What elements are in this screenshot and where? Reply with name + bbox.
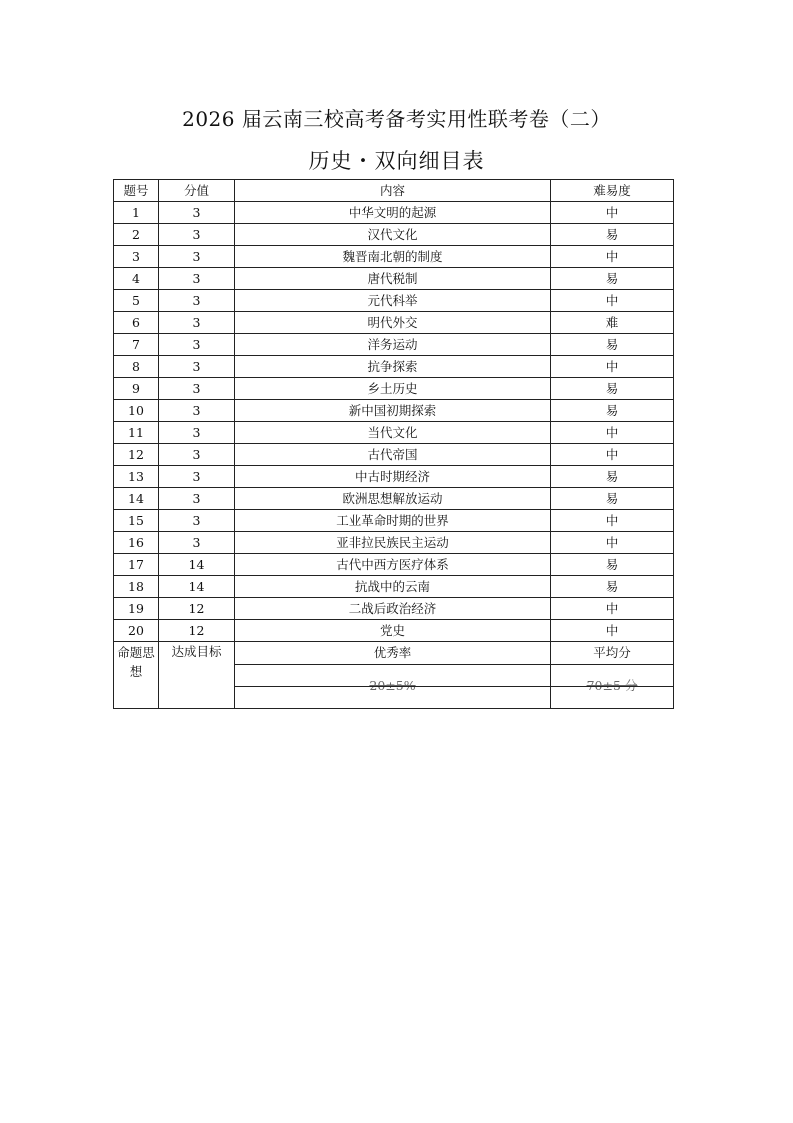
- table-row: [114, 576, 674, 598]
- row-number: 6: [114, 312, 159, 334]
- table-row: [114, 202, 674, 224]
- table-row: [114, 554, 674, 576]
- table-row: [114, 334, 674, 356]
- row-score: 3: [159, 378, 235, 400]
- row-number: 13: [114, 466, 159, 488]
- table-row: [114, 246, 674, 268]
- row-score: 3: [159, 224, 235, 246]
- row-number: 11: [114, 422, 159, 444]
- table-row: [114, 510, 674, 532]
- row-content: 新中国初期探索: [235, 400, 551, 422]
- table-row: [114, 400, 674, 422]
- table-row: [114, 466, 674, 488]
- row-score: 3: [159, 444, 235, 466]
- row-difficulty: 中: [551, 422, 674, 444]
- row-score: 14: [159, 576, 235, 598]
- footer-average-header: 平均分: [551, 642, 673, 665]
- row-number: 10: [114, 400, 159, 422]
- row-score: 3: [159, 466, 235, 488]
- row-content: 古代中西方医疗体系: [235, 554, 551, 576]
- row-content: 二战后政治经济: [235, 598, 551, 620]
- table-row: [114, 224, 674, 246]
- row-difficulty: 中: [551, 246, 674, 268]
- row-content: 中古时期经济: [235, 466, 551, 488]
- row-difficulty: 中: [551, 202, 674, 224]
- row-content: 亚非拉民族民主运动: [235, 532, 551, 554]
- row-content: 抗战中的云南: [235, 576, 551, 598]
- footer-divider: [235, 686, 550, 687]
- table-row: [114, 532, 674, 554]
- row-score: 12: [159, 598, 235, 620]
- document-subtitle: 历史・双向细目表: [308, 149, 485, 173]
- row-content: 明代外交: [235, 312, 551, 334]
- row-difficulty: 易: [551, 334, 674, 356]
- row-difficulty: 易: [551, 554, 674, 576]
- row-content: 党史: [235, 620, 551, 642]
- header-difficulty: 难易度: [551, 180, 674, 202]
- table-row: [114, 312, 674, 334]
- row-difficulty: 易: [551, 488, 674, 510]
- table-row: [114, 620, 674, 642]
- footer-average-cell: [551, 642, 674, 709]
- row-difficulty: 中: [551, 598, 674, 620]
- row-number: 15: [114, 510, 159, 532]
- table-row: [114, 444, 674, 466]
- row-number: 1: [114, 202, 159, 224]
- row-score: 3: [159, 356, 235, 378]
- row-content: 乡土历史: [235, 378, 551, 400]
- row-content: 当代文化: [235, 422, 551, 444]
- row-content: 洋务运动: [235, 334, 551, 356]
- table-footer-row: [114, 642, 674, 709]
- table-row: [114, 598, 674, 620]
- row-score: 3: [159, 422, 235, 444]
- row-difficulty: 中: [551, 532, 674, 554]
- row-number: 3: [114, 246, 159, 268]
- row-content: 中华文明的起源: [235, 202, 551, 224]
- footer-excellent-value: 20±5%: [369, 678, 416, 693]
- header-content: 内容: [235, 180, 551, 202]
- row-score: 3: [159, 268, 235, 290]
- footer-label-thinking: 命题思想: [114, 642, 159, 709]
- table-header-row: [114, 180, 674, 202]
- row-number: 18: [114, 576, 159, 598]
- row-difficulty: 难: [551, 312, 674, 334]
- row-number: 20: [114, 620, 159, 642]
- row-content: 魏晋南北朝的制度: [235, 246, 551, 268]
- row-score: 12: [159, 620, 235, 642]
- row-number: 14: [114, 488, 159, 510]
- footer-excellent-header: 优秀率: [235, 642, 550, 665]
- row-difficulty: 中: [551, 620, 674, 642]
- table-row: [114, 290, 674, 312]
- row-number: 17: [114, 554, 159, 576]
- document-title: 2026 届云南三校高考备考实用性联考卷（二）: [182, 107, 611, 131]
- row-difficulty: 中: [551, 444, 674, 466]
- row-number: 8: [114, 356, 159, 378]
- row-difficulty: 易: [551, 378, 674, 400]
- row-score: 3: [159, 334, 235, 356]
- row-content: 古代帝国: [235, 444, 551, 466]
- table-row: [114, 356, 674, 378]
- row-number: 2: [114, 224, 159, 246]
- header-score: 分值: [159, 180, 235, 202]
- row-content: 欧洲思想解放运动: [235, 488, 551, 510]
- footer-average-value: 70±5 分: [586, 678, 638, 693]
- row-score: 3: [159, 400, 235, 422]
- row-difficulty: 易: [551, 466, 674, 488]
- row-content: 抗争探索: [235, 356, 551, 378]
- row-number: 5: [114, 290, 159, 312]
- row-content: 工业革命时期的世界: [235, 510, 551, 532]
- row-score: 3: [159, 290, 235, 312]
- row-number: 12: [114, 444, 159, 466]
- row-difficulty: 易: [551, 224, 674, 246]
- row-number: 7: [114, 334, 159, 356]
- row-score: 3: [159, 488, 235, 510]
- row-number: 16: [114, 532, 159, 554]
- detail-table: [113, 179, 674, 709]
- row-content: 元代科举: [235, 290, 551, 312]
- table-row: [114, 422, 674, 444]
- footer-excellent-cell: [235, 642, 551, 709]
- row-content: 唐代税制: [235, 268, 551, 290]
- row-difficulty: 中: [551, 356, 674, 378]
- row-difficulty: 中: [551, 510, 674, 532]
- row-score: 3: [159, 246, 235, 268]
- table-row: [114, 268, 674, 290]
- row-number: 4: [114, 268, 159, 290]
- row-difficulty: 易: [551, 268, 674, 290]
- row-score: 3: [159, 532, 235, 554]
- row-difficulty: 易: [551, 576, 674, 598]
- row-content: 汉代文化: [235, 224, 551, 246]
- footer-label-goal: 达成目标: [159, 642, 235, 709]
- row-score: 3: [159, 202, 235, 224]
- row-difficulty: 易: [551, 400, 674, 422]
- header-no: 题号: [114, 180, 159, 202]
- row-number: 9: [114, 378, 159, 400]
- row-score: 3: [159, 312, 235, 334]
- row-difficulty: 中: [551, 290, 674, 312]
- row-score: 14: [159, 554, 235, 576]
- table-row: [114, 378, 674, 400]
- row-number: 19: [114, 598, 159, 620]
- table-row: [114, 488, 674, 510]
- row-score: 3: [159, 510, 235, 532]
- footer-divider: [551, 686, 673, 687]
